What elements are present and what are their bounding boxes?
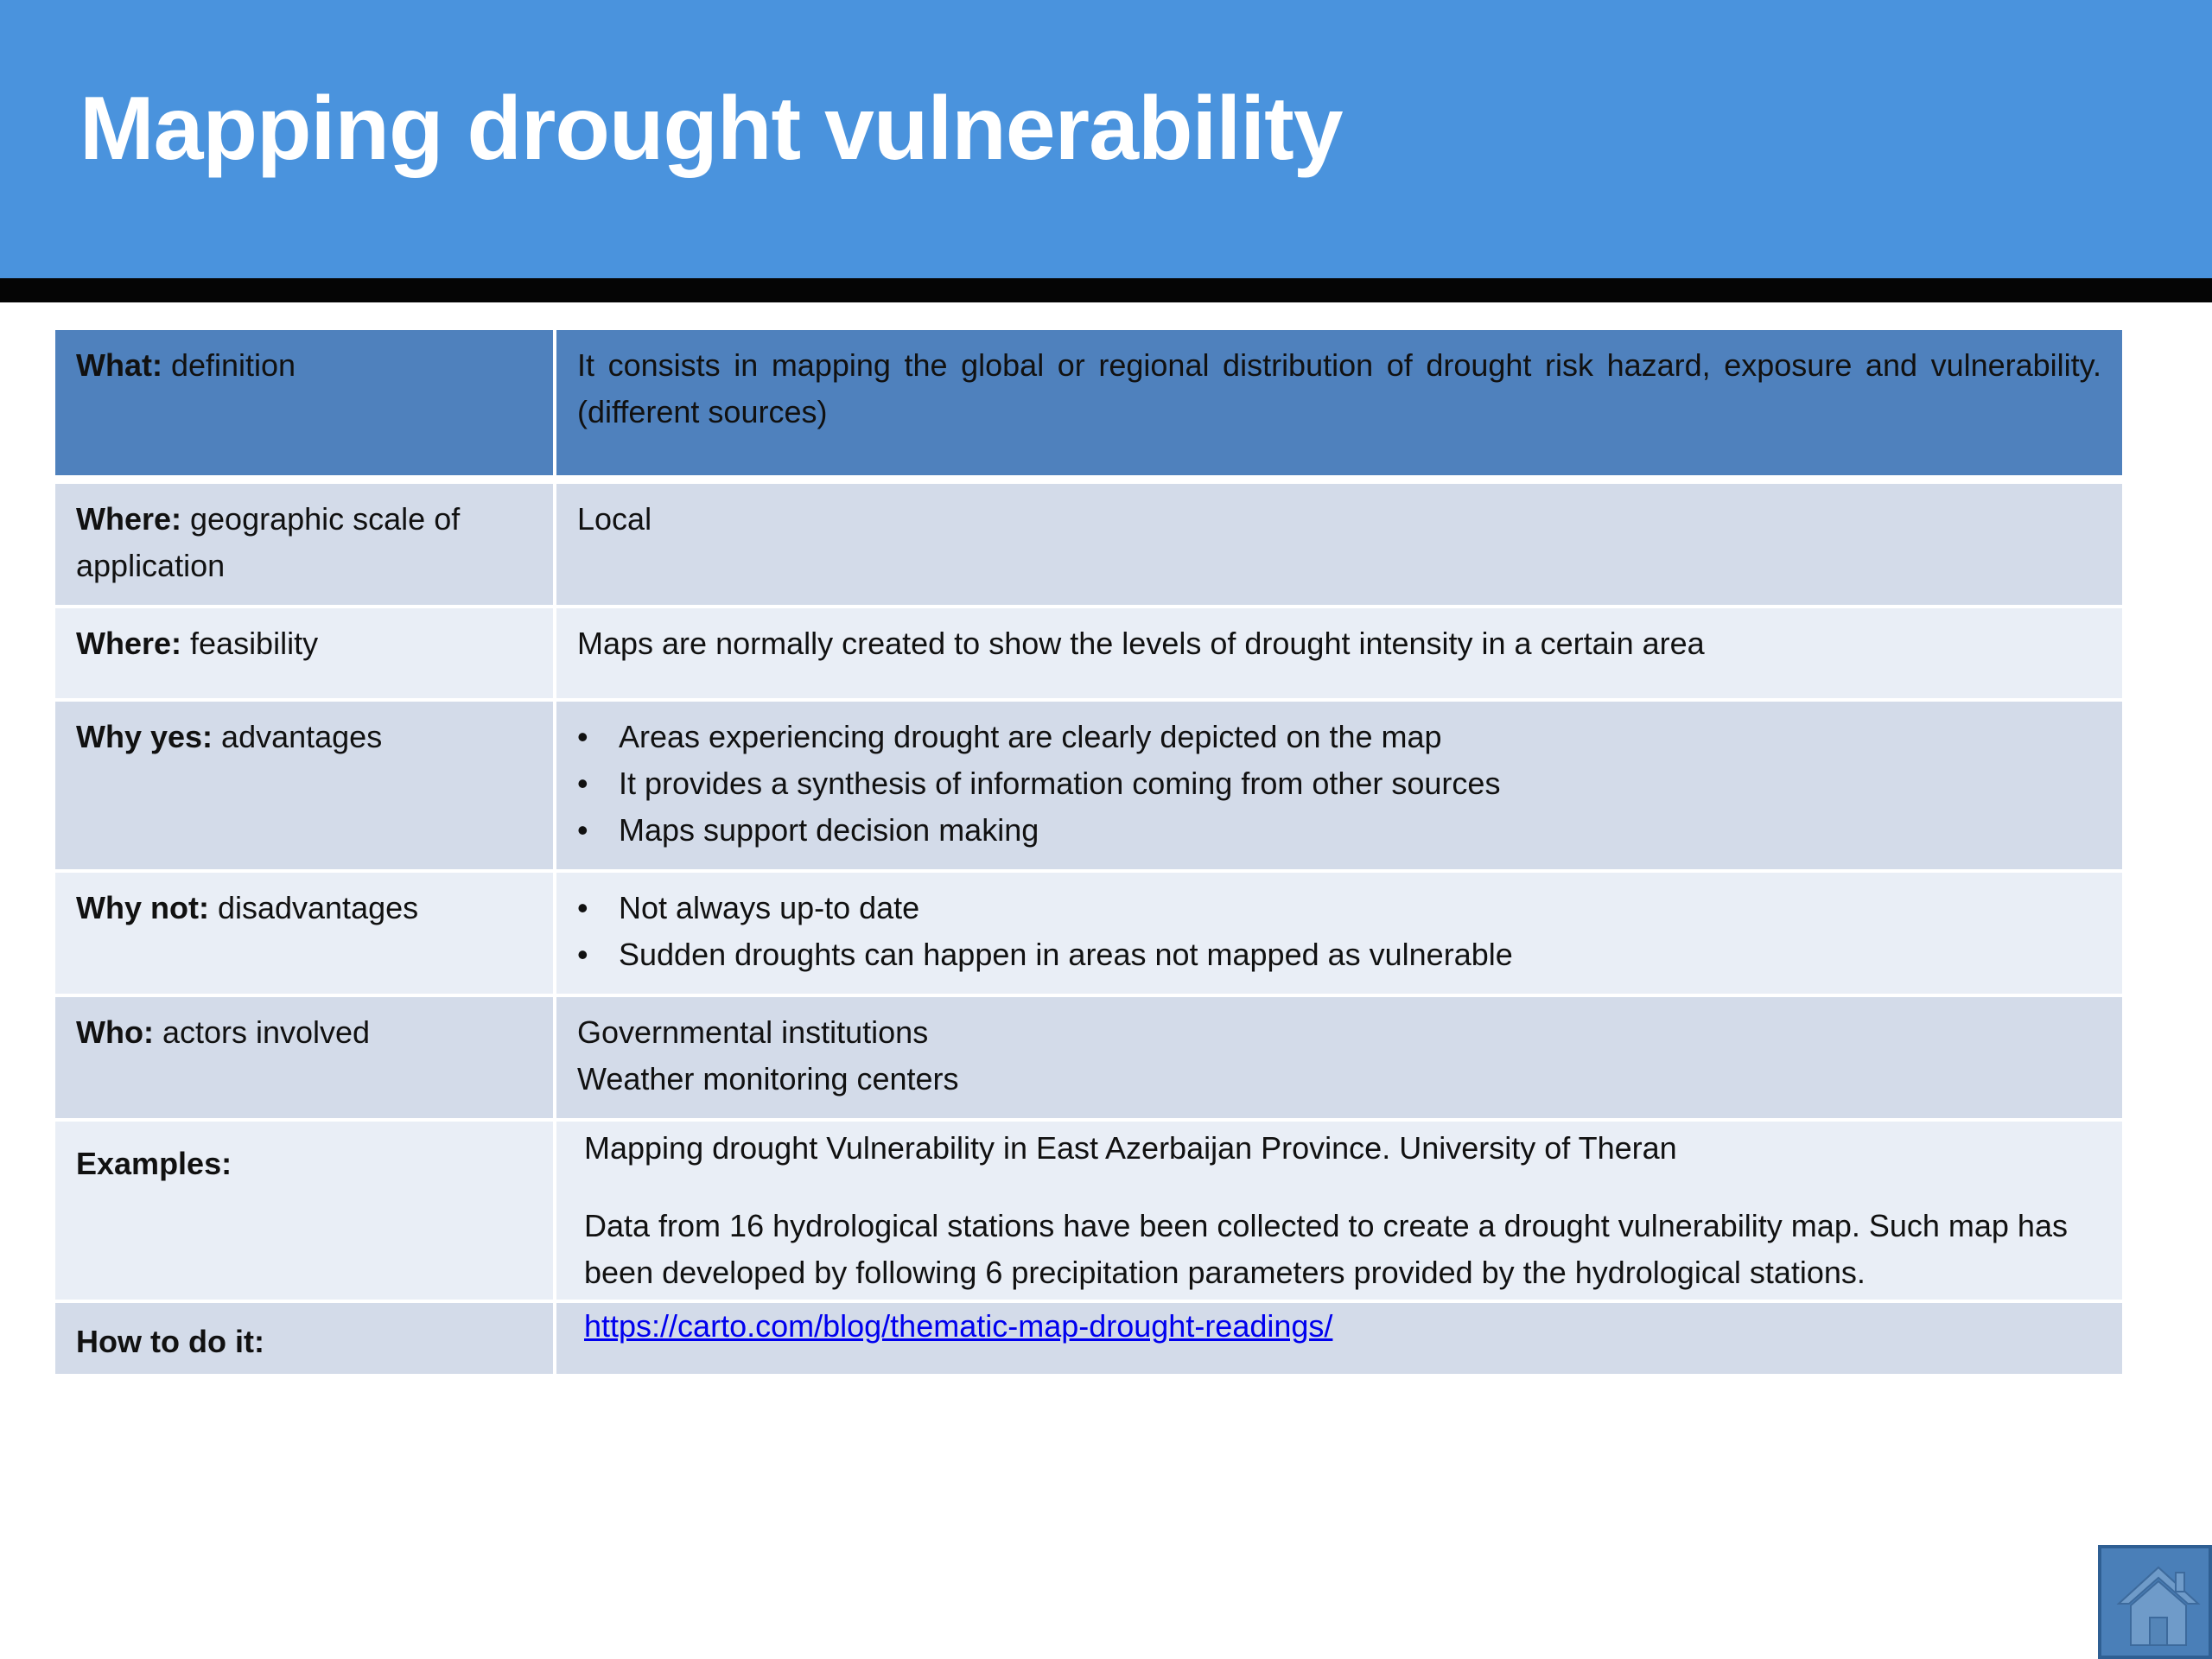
row-label [55,871,555,995]
list-item: • Areas experiencing drought are clearly depicted on the map [577,714,2101,760]
table-row-what [55,330,2122,480]
how-to-link[interactable]: https://carto.com/blog/thematic-map-drought-readings/ [584,1308,1333,1344]
row-content-text: Maps are normally created to show the levels of drought intensity in a certain area [577,626,1705,661]
row-label-key: Why yes: [76,719,213,754]
list-item: • It provides a synthesis of information coming from other sources [577,760,2101,807]
actor-line: Governmental institutions [577,1014,929,1050]
table-row-where-feasibility [55,607,2122,700]
row-label-key: Who: [76,1014,154,1050]
row-label [55,330,555,480]
row-label-text: geographic scale of application [76,501,461,583]
table-row-how [55,1301,2122,1376]
row-label-key: Where: [76,501,182,537]
row-label-text: definition [162,347,296,383]
disadvantages-list [577,885,2101,978]
slide-title: Mapping drought vulnerability [79,79,1343,179]
table-row-where-scale [55,480,2122,607]
actor-line: Weather monitoring centers [577,1061,959,1096]
row-label-text: disadvantages [208,890,419,925]
row-label-text: feasibility [181,626,319,661]
row-content [555,871,2122,995]
row-label [55,480,555,607]
list-item: • Maps support decision making [577,807,2101,854]
header-divider [0,278,2212,302]
table-row-who [55,995,2122,1120]
row-content [555,995,2122,1120]
row-label [55,1120,555,1301]
example-description: Data from 16 hydrological stations have been collected to create a drought vulnerability map. Such map has been developed by following 6 precipitation parameters provided by the hydrological stations. [584,1208,2068,1290]
row-label-key: Where: [76,626,182,661]
row-label-key: Why not: [76,890,209,925]
row-content [555,480,2122,607]
table-row-why-yes [55,700,2122,871]
row-label-text: advantages [213,719,383,754]
row-content [555,330,2122,480]
example-title: Mapping drought Vulnerability in East Azerbaijan Province. University of Theran [584,1130,1677,1166]
info-table [55,330,2122,1377]
advantages-list [577,714,2101,854]
list-item: • Not always up-to date [577,885,2101,931]
row-label [55,1301,555,1376]
row-content [555,1301,2122,1376]
row-label-key: What: [76,347,162,383]
slide-header [0,0,2212,278]
row-content-text: It consists in mapping the global or regional distribution of drought risk hazard, exposure and vulnerability. (different sources) [577,347,2101,429]
row-content [555,607,2122,700]
list-item: • Sudden droughts can happen in areas not mapped as vulnerable [577,931,2101,978]
row-content-text: Local [577,501,652,537]
table-row-why-not [55,871,2122,995]
row-content [555,1120,2122,1301]
row-label [55,700,555,871]
home-button[interactable] [2098,1545,2212,1659]
row-label-key: Examples: [76,1146,232,1181]
row-content [555,700,2122,871]
row-label [55,995,555,1120]
row-label [55,607,555,700]
row-label-text: actors involved [153,1014,371,1050]
home-icon [2113,1560,2203,1650]
table-row-examples [55,1120,2122,1301]
paragraph-gap [584,1172,2101,1203]
row-label-key: How to do it: [76,1324,264,1359]
